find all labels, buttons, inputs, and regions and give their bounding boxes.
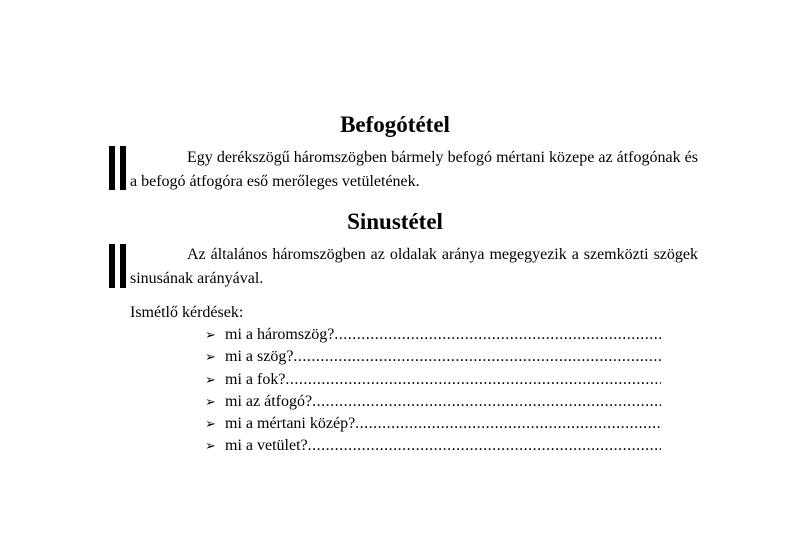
dotted-leader	[334, 324, 661, 346]
arrow-bullet-icon: ➢	[205, 394, 216, 410]
dotted-leader	[285, 369, 661, 391]
list-item	[205, 324, 661, 346]
list-item	[205, 369, 661, 391]
section-title-befogotetel: Befogótétel	[340, 112, 450, 137]
list-item	[205, 346, 661, 368]
margin-bar-thick	[120, 146, 126, 190]
section-title-sinustetel: Sinustétel	[347, 209, 443, 234]
dotted-leader	[312, 391, 661, 413]
dotted-leader	[308, 435, 661, 457]
question-text: mi a háromszög?	[225, 326, 335, 343]
question-text: mi a fok?	[225, 370, 286, 388]
question-text: mi a mértani közép?	[225, 415, 356, 433]
margin-bar-thick	[109, 146, 115, 190]
dotted-leader	[293, 346, 661, 368]
margin-bar-thick	[120, 244, 126, 288]
question-text: mi a vetület?	[225, 437, 308, 455]
arrow-bullet-icon: ➢	[205, 439, 216, 455]
arrow-bullet-icon: ➢	[205, 350, 216, 366]
review-questions-list	[205, 324, 661, 458]
arrow-bullet-icon: ➢	[205, 328, 216, 343]
section-text-sinustetel: Az általános háromszögben az oldalak aránya megegyezik a szemközti szögek sinusának arányával.	[130, 246, 698, 287]
section-text-befogotetel: Egy derékszögű háromszögben bármely befogó mértani közepe az átfogónak és a befogó átfogóra eső merőleges vetületének.	[130, 149, 698, 190]
question-text: mi a szög?	[225, 348, 294, 366]
arrow-bullet-icon: ➢	[205, 417, 216, 433]
dotted-leader	[355, 413, 661, 435]
margin-bar-thick	[109, 244, 115, 288]
review-questions-label: Ismétlő kérdések:	[130, 304, 244, 321]
list-item	[205, 413, 661, 435]
arrow-bullet-icon: ➢	[205, 372, 216, 388]
list-item	[205, 435, 661, 457]
question-text: mi az átfogó?	[225, 392, 313, 410]
list-item	[205, 391, 661, 413]
